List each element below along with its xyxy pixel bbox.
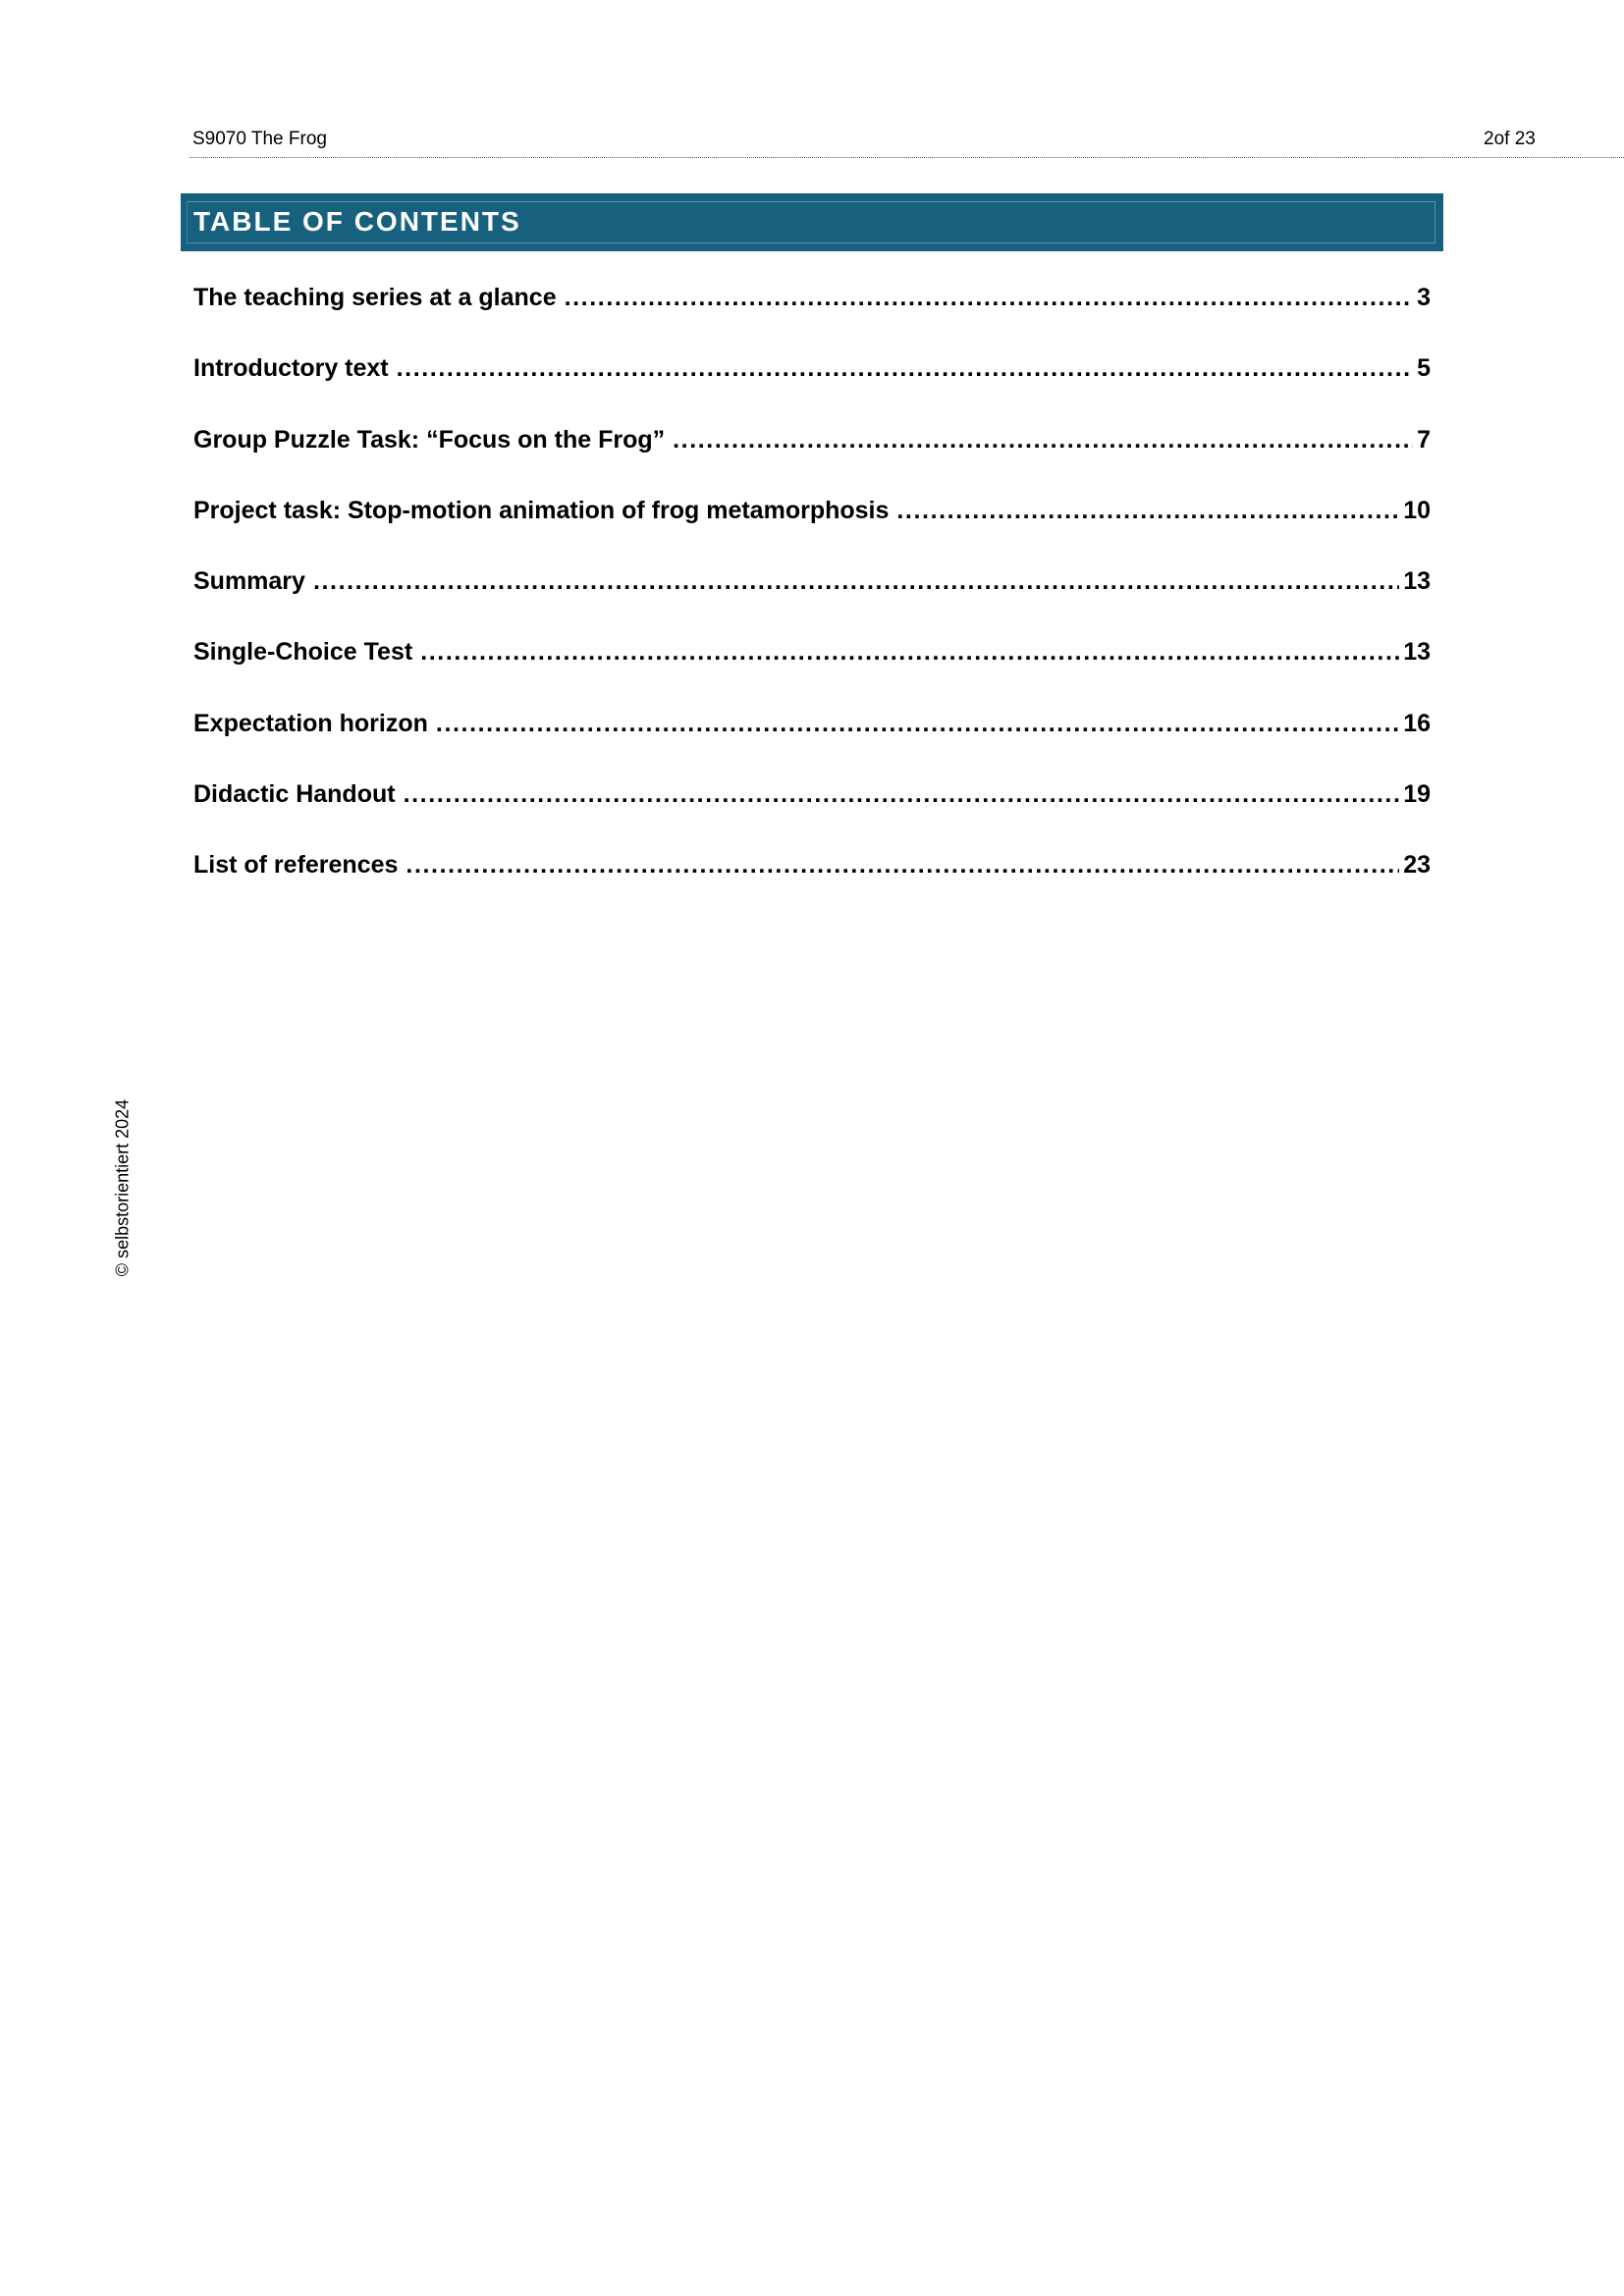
toc-entry-label: Summary	[193, 567, 305, 596]
dot-leader	[436, 710, 1399, 738]
toc-heading: TABLE OF CONTENTS	[193, 206, 521, 237]
dot-leader	[420, 638, 1399, 667]
toc-entry-page: 5	[1417, 354, 1431, 383]
toc-entry[interactable]	[193, 354, 1431, 425]
table-of-contents	[193, 284, 1431, 923]
document-title: S9070 The Frog	[192, 129, 327, 149]
dot-leader	[404, 780, 1400, 809]
toc-entry[interactable]	[193, 710, 1431, 780]
toc-entry-label: Single-Choice Test	[193, 638, 413, 667]
toc-entry[interactable]	[193, 638, 1431, 709]
page-indicator: 2of 23	[1484, 129, 1536, 149]
toc-entry[interactable]	[193, 284, 1431, 354]
toc-entry-page: 10	[1403, 496, 1431, 524]
dot-leader	[565, 284, 1413, 312]
toc-entry-label: Introductory text	[193, 354, 389, 383]
toc-entry-label: Group Puzzle Task: “Focus on the Frog”	[193, 425, 666, 454]
page-header	[189, 128, 1624, 158]
toc-entry[interactable]	[193, 851, 1431, 922]
toc-entry-label: Expectation horizon	[193, 709, 428, 737]
toc-entry-label: Project task: Stop-motion animation of frog metamorphosis	[193, 496, 890, 524]
dot-leader	[397, 354, 1413, 383]
toc-entry-page: 3	[1417, 284, 1431, 311]
toc-entry[interactable]	[193, 426, 1431, 497]
toc-entry-page: 23	[1403, 851, 1431, 880]
toc-entry-page: 19	[1403, 780, 1431, 809]
dot-leader	[673, 426, 1413, 454]
dot-leader	[406, 851, 1399, 880]
dot-leader	[313, 567, 1399, 596]
toc-entry-page: 16	[1403, 709, 1431, 737]
toc-entry-label: The teaching series at a glance	[193, 284, 557, 311]
toc-entry-page: 13	[1403, 638, 1431, 667]
toc-entry-label: Didactic Handout	[193, 780, 396, 809]
toc-entry-label: List of references	[193, 851, 399, 880]
toc-banner	[181, 193, 1443, 251]
dot-leader	[896, 497, 1399, 525]
toc-entry[interactable]	[193, 497, 1431, 567]
toc-entry[interactable]	[193, 567, 1431, 638]
toc-entry-page: 13	[1403, 567, 1431, 596]
copyright-notice: © selbstorientiert 2024	[112, 1098, 133, 1277]
toc-entry-page: 7	[1417, 425, 1431, 454]
toc-entry[interactable]	[193, 780, 1431, 851]
